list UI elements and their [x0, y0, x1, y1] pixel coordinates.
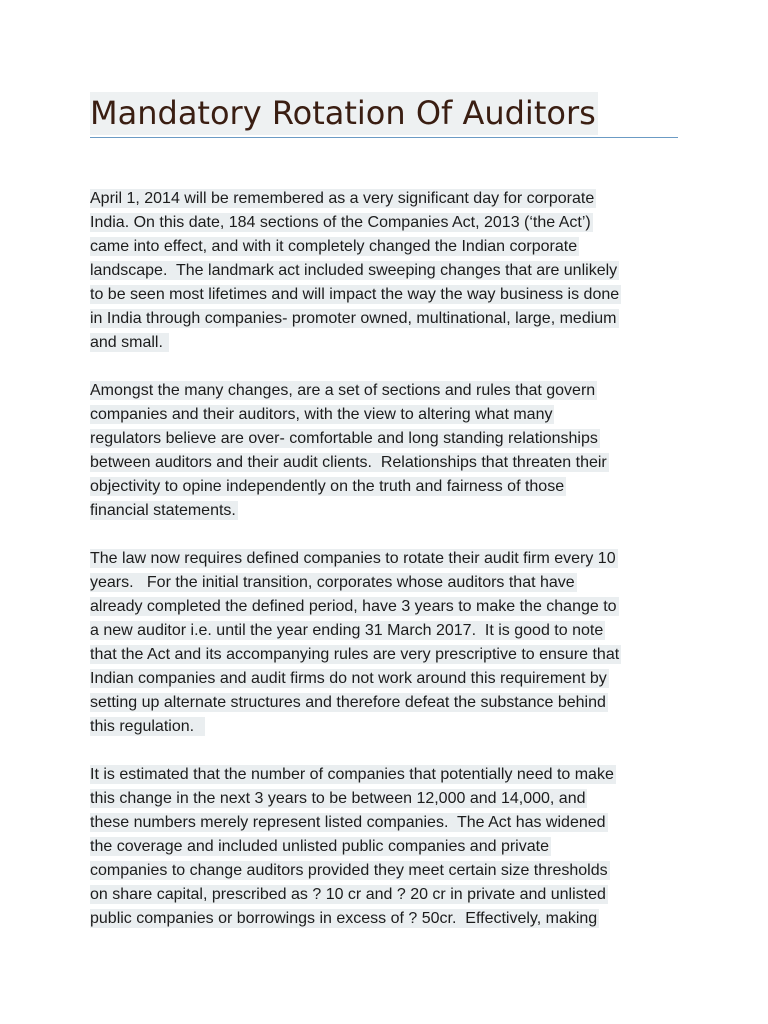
text-line: this regulation. — [90, 718, 203, 735]
text-line: April 1, 2014 will be remembered as a very significant day for corporate — [90, 190, 595, 207]
text-line: a new auditor i.e. until the year ending 31 March 2017. It is good to note — [90, 622, 604, 639]
text-line: that the Act and its accompanying rules are very prescriptive to ensure that — [90, 646, 620, 663]
title-block — [90, 92, 678, 140]
title-underline — [90, 137, 678, 138]
document-title: Mandatory Rotation Of Auditors — [90, 92, 598, 135]
text-line: already completed the defined period, have 3 years to make the change to — [90, 598, 617, 615]
paragraph-4 — [90, 763, 682, 931]
text-line: to be seen most lifetimes and will impact the way the way business is done — [90, 286, 620, 303]
paragraph-2 — [90, 379, 682, 523]
text-line: on share capital, prescribed as ? 10 cr and ? 20 cr in private and unlisted — [90, 886, 606, 903]
text-line: regulators believe are over- comfortable and long standing relationships — [90, 430, 598, 447]
document-body — [90, 187, 682, 955]
text-line: the coverage and included unlisted public companies and private — [90, 838, 549, 855]
text-line: public companies or borrowings in excess of ? 50cr. Effectively, making — [90, 910, 598, 927]
text-line: years. For the initial transition, corporates whose auditors that have — [90, 574, 575, 591]
text-line: this change in the next 3 years to be between 12,000 and 14,000, and — [90, 790, 586, 807]
text-line: in India through companies- promoter owned, multinational, large, medium — [90, 310, 617, 327]
paragraph-3 — [90, 547, 682, 739]
text-line: Indian companies and audit firms do not work around this requirement by — [90, 670, 607, 687]
text-line: these numbers merely represent listed companies. The Act has widened — [90, 814, 606, 831]
text-line: landscape. The landmark act included sweeping changes that are unlikely — [90, 262, 618, 279]
text-line: It is estimated that the number of companies that potentially need to make — [90, 766, 614, 783]
text-line: setting up alternate structures and therefore defeat the substance behind — [90, 694, 606, 711]
text-line: companies and their auditors, with the view to altering what many — [90, 406, 553, 423]
text-line: between auditors and their audit clients. Relationships that threaten their — [90, 454, 607, 471]
text-line: India. On this date, 184 sections of the Companies Act, 2013 (‘the Act’) — [90, 214, 591, 231]
paragraph-1 — [90, 187, 682, 355]
text-line: financial statements. — [90, 502, 236, 519]
text-line: came into effect, and with it completely changed the Indian corporate — [90, 238, 578, 255]
text-line: objectivity to opine independently on the truth and fairness of those — [90, 478, 565, 495]
text-line: The law now requires defined companies to rotate their audit firm every 10 — [90, 550, 616, 567]
text-line: companies to change auditors provided they meet certain size thresholds — [90, 862, 608, 879]
text-line: and small. — [90, 334, 168, 351]
text-line: Amongst the many changes, are a set of sections and rules that govern — [90, 382, 596, 399]
